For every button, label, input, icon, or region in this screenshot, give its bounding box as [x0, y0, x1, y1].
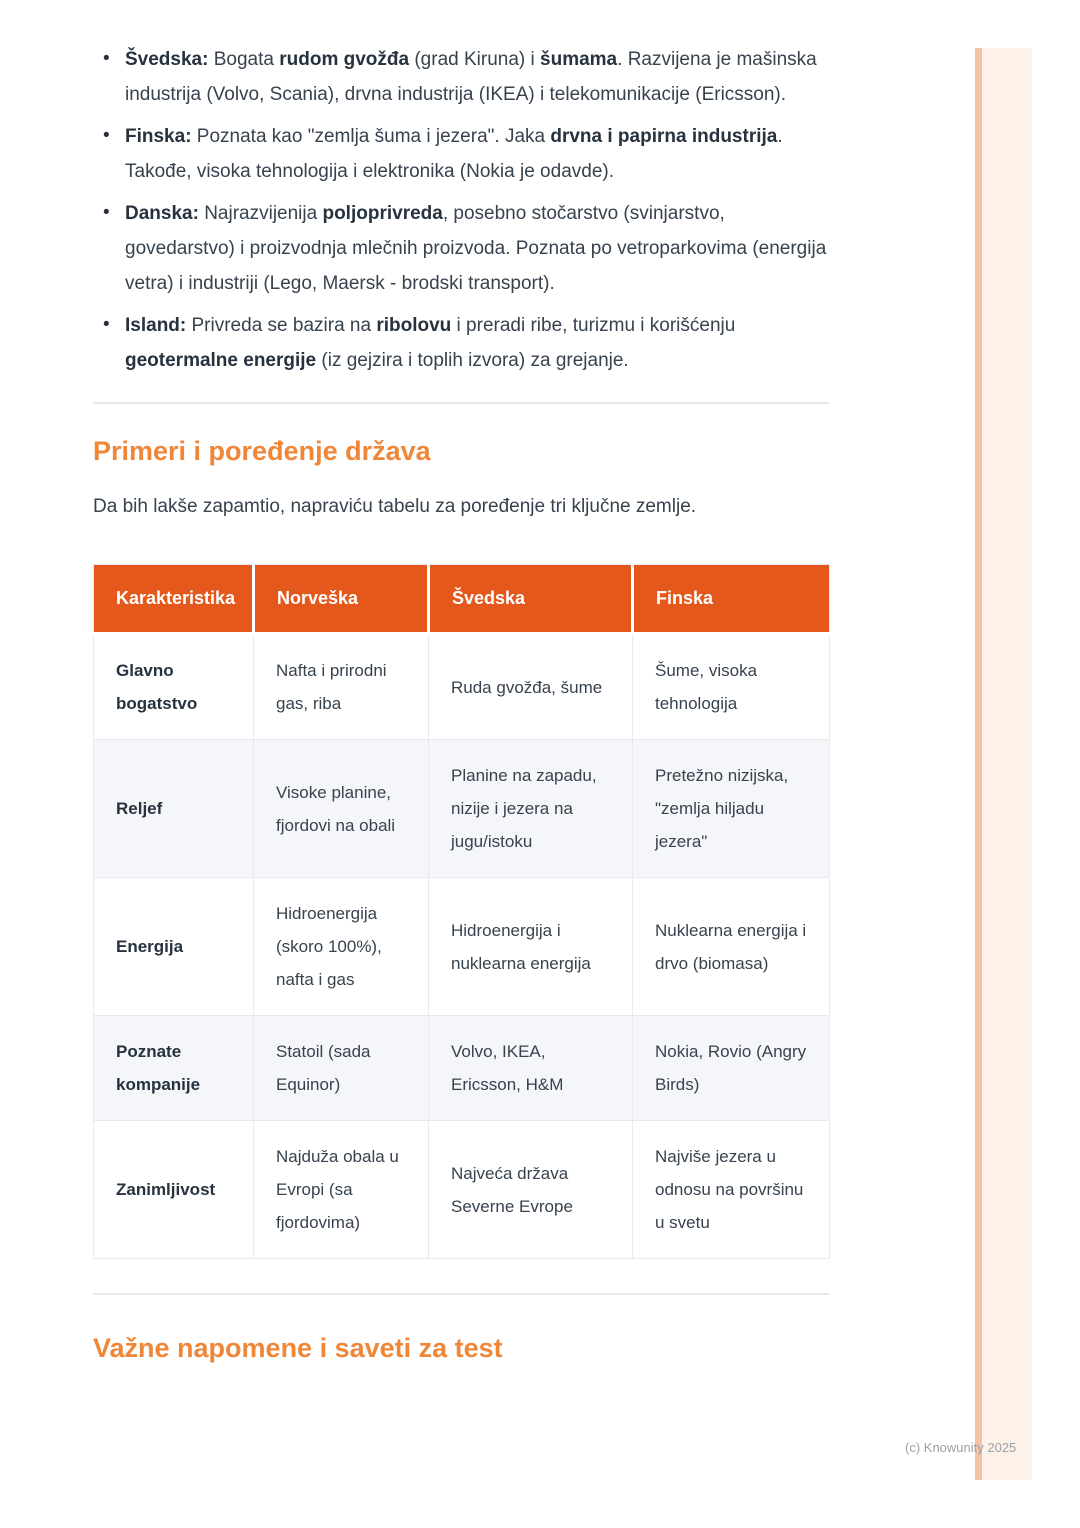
table-cell: Nokia, Rovio (Angry Birds) [633, 1016, 830, 1121]
column-header-svedska: Švedska [429, 565, 633, 634]
table-row [94, 878, 830, 1016]
content-column [93, 0, 829, 1364]
row-label-cell: Energija [94, 878, 254, 1016]
table-cell: Statoil (sada Equinor) [254, 1016, 429, 1121]
text-segment: Privreda se bazira na [186, 315, 377, 336]
table-row [94, 1121, 830, 1259]
table-cell: Ruda gvožđa, šume [429, 634, 633, 740]
table-cell: Najduža obala u Evropi (sa fjordovima) [254, 1121, 429, 1259]
row-label-cell: Glavno bogatstvo [94, 634, 254, 740]
table-row [94, 634, 830, 740]
row-label-cell: Zanimljivost [94, 1121, 254, 1259]
section-divider [93, 1293, 829, 1295]
text-segment: geotermalne energije [125, 350, 317, 371]
row-label-cell: Reljef [94, 740, 254, 878]
table-row [94, 1016, 830, 1121]
table-cell: Hidroenergija i nuklearna energija [429, 878, 633, 1016]
bullet-dot-icon: • [103, 202, 110, 223]
country-bullet-list [93, 42, 829, 378]
table-cell: Volvo, IKEA, Ericsson, H&M [429, 1016, 633, 1121]
text-segment: . Razvijena je mašinska industrija (Volvo, Scania), drvna industrija (IKEA) i telekomunikacije (Ericsson). [125, 49, 817, 105]
text-segment: . Takođe, visoka tehnologija i elektronika (Nokia je odavde). [125, 126, 783, 182]
section-title-vazne-napomene: Važne napomene i saveti za test [93, 1333, 503, 1363]
table-cell: Visoke planine, fjordovi na obali [254, 740, 429, 878]
text-segment: Švedska: [125, 49, 209, 70]
table-cell: Šume, visoka tehnologija [633, 634, 830, 740]
text-segment: drvna i papirna industrija [550, 126, 778, 147]
text-segment: Finska: [125, 126, 192, 147]
decorative-side-stripe [975, 48, 1032, 1480]
text-segment: Danska: [125, 203, 199, 224]
bullet-dot-icon: • [103, 48, 110, 69]
column-header-karakteristika: Karakteristika [94, 565, 254, 634]
text-segment: ribolovu [376, 315, 452, 336]
table-cell: Hidroenergija (skoro 100%), nafta i gas [254, 878, 429, 1016]
table-header-row [94, 565, 830, 634]
bullet-item-finska [93, 119, 829, 189]
text-segment: Island: [125, 315, 187, 336]
column-header-norveska: Norveška [254, 565, 429, 634]
table-row [94, 740, 830, 878]
text-segment: Bogata [208, 49, 280, 70]
text-segment: Poznata kao "zemlja šuma i jezera". Jaka [191, 126, 551, 147]
bullet-item-svedska [93, 42, 829, 112]
intro-paragraph: Da bih lakše zapamtio, napraviću tabelu za poređenje tri ključne zemlje. [93, 496, 697, 517]
table-cell: Nafta i prirodni gas, riba [254, 634, 429, 740]
text-segment: poljoprivreda [322, 203, 443, 224]
text-segment: (iz gejzira i toplih izvora) za grejanje. [316, 350, 629, 371]
column-header-finska: Finska [633, 565, 830, 634]
text-segment: rudom gvožđa [279, 49, 410, 70]
text-segment: , posebno stočarstvo (svinjarstvo, govedarstvo) i proizvodnja mlečnih proizvoda. Poznata po vetroparkovima (energija vetra) i industriji (Lego, Maersk - brodski transport). [125, 203, 827, 294]
text-segment: šumama [540, 49, 618, 70]
bullet-dot-icon: • [103, 314, 110, 335]
table-cell: Najveća država Severne Evrope [429, 1121, 633, 1259]
page-footer: (c) Knowunity 2025 [905, 1440, 1017, 1455]
table-cell: Pretežno nizijska, "zemlja hiljadu jezera" [633, 740, 830, 878]
section-divider [93, 402, 829, 404]
table-cell: Najviše jezera u odnosu na površinu u svetu [633, 1121, 830, 1259]
bullet-item-island [93, 308, 829, 378]
section-title-primeri: Primeri i poređenje država [93, 436, 431, 466]
comparison-table [93, 564, 830, 1259]
bullet-item-danska [93, 196, 829, 301]
text-segment: i preradi ribe, turizmu i korišćenju [451, 315, 736, 336]
table-cell: Nuklearna energija i drvo (biomasa) [633, 878, 830, 1016]
bullet-dot-icon: • [103, 125, 110, 146]
text-segment: Najrazvijenija [198, 203, 323, 224]
row-label-cell: Poznate kompanije [94, 1016, 254, 1121]
text-segment: (grad Kiruna) i [409, 49, 541, 70]
table-cell: Planine na zapadu, nizije i jezera na jugu/istoku [429, 740, 633, 878]
